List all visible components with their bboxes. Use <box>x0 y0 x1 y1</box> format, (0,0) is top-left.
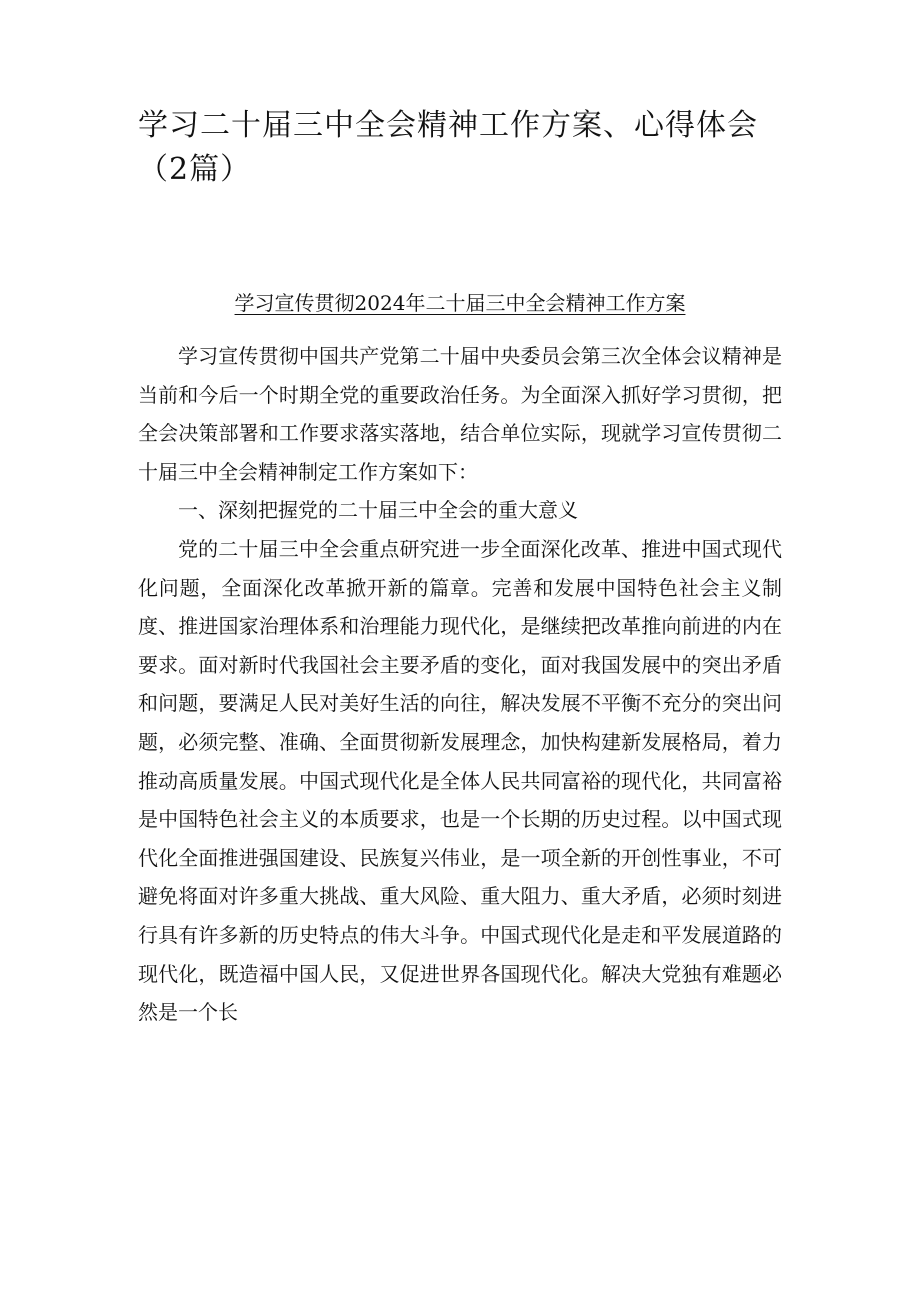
section-title: 学习宣传贯彻2024年二十届三中全会精神工作方案 <box>234 291 686 315</box>
document-body <box>138 337 782 1032</box>
intro-paragraph: 学习宣传贯彻中国共产党第二十届中央委员会第三次全体会议精神是当前和今后一个时期全党的重要政治任务。为全面深入抓好学习贯彻，把全会决策部署和工作要求落实落地，结合单位实际，现就学习宣传贯彻二十届三中全会精神制定工作方案如下： <box>138 344 782 484</box>
body-paragraph: 党的二十届三中全会重点研究进一步全面深化改革、推进中国式现代化问题，全面深化改革掀开新的篇章。完善和发展中国特色社会主义制度、推进国家治理体系和治理能力现代化，是继续把改革推向前进的内在要求。面对新时代我国社会主要矛盾的变化，面对我国发展中的突出矛盾和问题，要满足人民对美好生活的向往，解决发展不平衡不充分的突出问题，必须完整、准确、全面贯彻新发展理念，加快构建新发展格局，着力推动高质量发展。中国式现代化是全体人民共同富裕的现代化，共同富裕是中国特色社会主义的本质要求，也是一个长期的历史过程。以中国式现代化全面推进强国建设、民族复兴伟业，是一项全新的开创性事业，不可避免将面对许多重大挑战、重大风险、重大阻力、重大矛盾，必须时刻进行具有许多新的历史特点的伟大斗争。中国式现代化是走和平发展道路的现代化，既造福中国人民，又促进世界各国现代化。解决大党独有难题必然是一个长 <box>138 536 782 1025</box>
document-title: 学习二十届三中全会精神工作方案、心得体会（2篇） <box>138 108 758 187</box>
section-heading-1: 一、深刻把握党的二十届三中全会的重大意义 <box>178 498 578 523</box>
